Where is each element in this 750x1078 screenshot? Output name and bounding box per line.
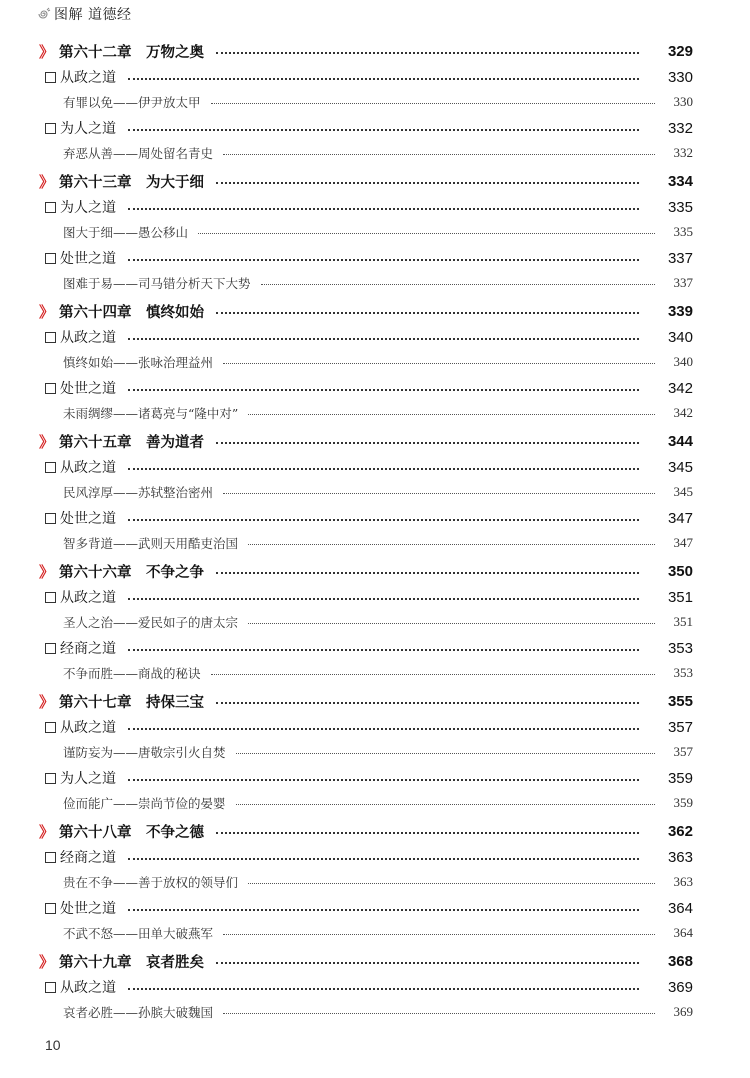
section-title: 处世之道: [60, 511, 116, 527]
chapter-entry[interactable]: [33, 168, 693, 194]
story-title: 有罪以免——伊尹放太甲: [63, 94, 201, 110]
section-page: 330: [667, 68, 693, 86]
story-entry[interactable]: [33, 920, 693, 945]
story-page: 369: [673, 1003, 693, 1019]
section-entry[interactable]: [33, 115, 693, 141]
dot-leader: [128, 257, 639, 261]
chapter-page: 344: [667, 432, 693, 450]
double-chevron-icon: 》: [39, 562, 55, 581]
dot-leader: [216, 440, 639, 444]
chapter-entry[interactable]: [33, 38, 693, 64]
story-page: 351: [673, 613, 693, 629]
chapter-block: [33, 818, 693, 948]
chapter-block: [33, 168, 693, 298]
chapter-title: 第六十五章 善为道者: [59, 434, 204, 451]
dot-leader: [236, 802, 655, 805]
section-page: 353: [667, 639, 693, 657]
dot-leader: [261, 282, 655, 285]
story-page: 353: [673, 664, 693, 680]
section-entry[interactable]: [33, 765, 693, 791]
dot-leader: [248, 412, 655, 415]
story-title: 不武不怒——田单大破燕军: [63, 925, 214, 941]
story-entry[interactable]: [33, 660, 693, 685]
story-entry[interactable]: [33, 89, 693, 114]
dot-leader: [248, 621, 655, 624]
section-entry[interactable]: [33, 714, 693, 740]
section-entry[interactable]: [33, 454, 693, 480]
checkbox-square-icon: [45, 332, 56, 343]
dot-leader: [128, 517, 639, 521]
dot-leader: [128, 76, 639, 80]
story-title: 民风淳厚——苏轼整治密州: [63, 484, 214, 500]
page-number: 10: [45, 1037, 61, 1053]
chapter-title: 第六十三章 为大于细: [59, 174, 204, 191]
section-entry[interactable]: [33, 375, 693, 401]
chapter-page: 329: [667, 42, 693, 60]
chapter-block: [33, 948, 693, 1078]
dot-leader: [128, 856, 639, 860]
dot-leader: [216, 960, 639, 964]
dot-leader: [216, 700, 639, 704]
dot-leader: [128, 336, 639, 340]
checkbox-square-icon: [45, 513, 56, 524]
checkbox-square-icon: [45, 773, 56, 784]
dot-leader: [223, 152, 655, 155]
story-page: 337: [673, 274, 693, 290]
chapter-page: 339: [667, 302, 693, 320]
chapter-page: 362: [667, 822, 693, 840]
story-title: 不争而胜——商战的秘诀: [63, 665, 201, 681]
double-chevron-icon: 》: [39, 692, 55, 711]
section-entry[interactable]: [33, 324, 693, 350]
dot-leader: [248, 542, 655, 545]
section-entry[interactable]: [33, 895, 693, 921]
checkbox-square-icon: [45, 903, 56, 914]
swirl-logo-icon: [37, 7, 51, 21]
section-title: 从政之道: [60, 460, 116, 476]
section-entry[interactable]: [33, 844, 693, 870]
story-entry[interactable]: [33, 999, 693, 1024]
section-entry[interactable]: [33, 194, 693, 220]
checkbox-square-icon: [45, 722, 56, 733]
chapter-page: 368: [667, 952, 693, 970]
checkbox-square-icon: [45, 123, 56, 134]
book-title: 图解 道德经: [54, 7, 132, 23]
story-page: 335: [673, 223, 693, 239]
section-title: 从政之道: [60, 590, 116, 606]
dot-leader: [248, 881, 655, 884]
story-page: 347: [673, 534, 693, 550]
section-title: 经商之道: [60, 641, 116, 657]
section-title: 经商之道: [60, 850, 116, 866]
section-page: 351: [667, 588, 693, 606]
section-title: 处世之道: [60, 901, 116, 917]
dot-leader: [198, 231, 655, 234]
section-entry[interactable]: [33, 505, 693, 531]
section-page: 347: [667, 509, 693, 527]
chapter-entry[interactable]: [33, 948, 693, 974]
story-title: 未雨绸缪——诸葛亮与“隆中对”: [63, 405, 239, 421]
chapter-entry[interactable]: [33, 688, 693, 714]
table-of-contents: [33, 38, 693, 1078]
running-header: [37, 4, 131, 24]
dot-leader: [128, 726, 639, 730]
checkbox-square-icon: [45, 982, 56, 993]
checkbox-square-icon: [45, 383, 56, 394]
chapter-entry[interactable]: [33, 558, 693, 584]
story-page: 342: [673, 404, 693, 420]
chapter-title: 第六十七章 持保三宝: [59, 694, 204, 711]
story-title: 圣人之治——爱民如子的唐太宗: [63, 614, 239, 630]
chapter-block: [33, 558, 693, 688]
double-chevron-icon: 》: [39, 822, 55, 841]
section-page: 337: [667, 249, 693, 267]
dot-leader: [223, 361, 655, 364]
section-page: 342: [667, 379, 693, 397]
story-page: 340: [673, 353, 693, 369]
story-page: 332: [673, 144, 693, 160]
chapter-entry[interactable]: [33, 298, 693, 324]
dot-leader: [216, 570, 639, 574]
dot-leader: [211, 672, 655, 675]
section-entry[interactable]: [33, 974, 693, 1000]
section-entry[interactable]: [33, 584, 693, 610]
story-page: 345: [673, 483, 693, 499]
story-entry[interactable]: [33, 479, 693, 504]
story-title: 智多背道——武则天用酷吏治国: [63, 535, 239, 551]
section-title: 从政之道: [60, 70, 116, 86]
dot-leader: [216, 50, 639, 54]
chapter-page: 350: [667, 562, 693, 580]
dot-leader: [128, 907, 639, 911]
story-title: 谨防妄为——唐敬宗引火自焚: [63, 744, 226, 760]
dot-leader: [128, 596, 639, 600]
dot-leader: [128, 127, 639, 131]
section-title: 处世之道: [60, 251, 116, 267]
dot-leader: [216, 310, 639, 314]
story-page: 330: [673, 93, 693, 109]
story-title: 俭而能广——崇尚节俭的晏婴: [63, 795, 226, 811]
chapter-entry[interactable]: [33, 818, 693, 844]
dot-leader: [128, 206, 639, 210]
story-entry[interactable]: [33, 140, 693, 165]
chapter-title: 第六十六章 不争之争: [59, 564, 204, 581]
double-chevron-icon: 》: [39, 302, 55, 321]
section-title: 从政之道: [60, 980, 116, 996]
dot-leader: [128, 986, 639, 990]
section-entry[interactable]: [33, 635, 693, 661]
section-page: 332: [667, 119, 693, 137]
chapter-title: 第六十二章 万物之奥: [59, 44, 204, 61]
story-entry[interactable]: [33, 270, 693, 295]
story-title: 慎终如始——张咏治理益州: [63, 354, 214, 370]
dot-leader: [223, 491, 655, 494]
chapter-block: [33, 38, 693, 168]
checkbox-square-icon: [45, 592, 56, 603]
story-entry[interactable]: [33, 219, 693, 244]
dot-leader: [128, 777, 639, 781]
double-chevron-icon: 》: [39, 432, 55, 451]
dot-leader: [216, 180, 639, 184]
section-page: 340: [667, 328, 693, 346]
double-chevron-icon: 》: [39, 172, 55, 191]
checkbox-square-icon: [45, 72, 56, 83]
section-entry[interactable]: [33, 245, 693, 271]
checkbox-square-icon: [45, 852, 56, 863]
chapter-title: 第六十八章 不争之德: [59, 824, 204, 841]
dot-leader: [236, 751, 655, 754]
story-entry[interactable]: [33, 609, 693, 634]
story-page: 363: [673, 873, 693, 889]
section-title: 从政之道: [60, 720, 116, 736]
checkbox-square-icon: [45, 202, 56, 213]
section-page: 345: [667, 458, 693, 476]
section-page: 363: [667, 848, 693, 866]
chapter-title: 第六十九章 哀者胜矣: [59, 954, 204, 971]
story-entry[interactable]: [33, 400, 693, 425]
chapter-page: 334: [667, 172, 693, 190]
dot-leader: [128, 387, 639, 391]
story-page: 359: [673, 794, 693, 810]
story-title: 图难于易——司马错分析天下大势: [63, 275, 251, 291]
double-chevron-icon: 》: [39, 952, 55, 971]
chapter-block: [33, 428, 693, 558]
story-entry[interactable]: [33, 739, 693, 764]
story-entry[interactable]: [33, 530, 693, 555]
chapter-title: 第六十四章 慎终如始: [59, 304, 204, 321]
dot-leader: [216, 830, 639, 834]
section-title: 处世之道: [60, 381, 116, 397]
section-page: 369: [667, 978, 693, 996]
checkbox-square-icon: [45, 643, 56, 654]
chapter-page: 355: [667, 692, 693, 710]
story-page: 364: [673, 924, 693, 940]
section-page: 335: [667, 198, 693, 216]
section-page: 359: [667, 769, 693, 787]
section-page: 364: [667, 899, 693, 917]
story-page: 357: [673, 743, 693, 759]
section-title: 从政之道: [60, 330, 116, 346]
double-chevron-icon: 》: [39, 42, 55, 61]
story-entry[interactable]: [33, 869, 693, 894]
dot-leader: [223, 1011, 655, 1014]
dot-leader: [128, 647, 639, 651]
chapter-block: [33, 688, 693, 818]
story-entry[interactable]: [33, 790, 693, 815]
dot-leader: [223, 932, 655, 935]
section-title: 为人之道: [60, 771, 116, 787]
dot-leader: [128, 466, 639, 470]
dot-leader: [211, 101, 655, 104]
story-title: 图大于细——愚公移山: [63, 224, 189, 240]
chapter-block: [33, 298, 693, 428]
story-title: 弃恶从善——周处留名青史: [63, 145, 214, 161]
section-title: 为人之道: [60, 121, 116, 137]
section-entry[interactable]: [33, 64, 693, 90]
section-title: 为人之道: [60, 200, 116, 216]
story-title: 哀者必胜——孙膑大破魏国: [63, 1004, 214, 1020]
section-page: 357: [667, 718, 693, 736]
story-title: 贵在不争——善于放权的领导们: [63, 874, 239, 890]
chapter-entry[interactable]: [33, 428, 693, 454]
story-entry[interactable]: [33, 349, 693, 374]
checkbox-square-icon: [45, 253, 56, 264]
checkbox-square-icon: [45, 462, 56, 473]
